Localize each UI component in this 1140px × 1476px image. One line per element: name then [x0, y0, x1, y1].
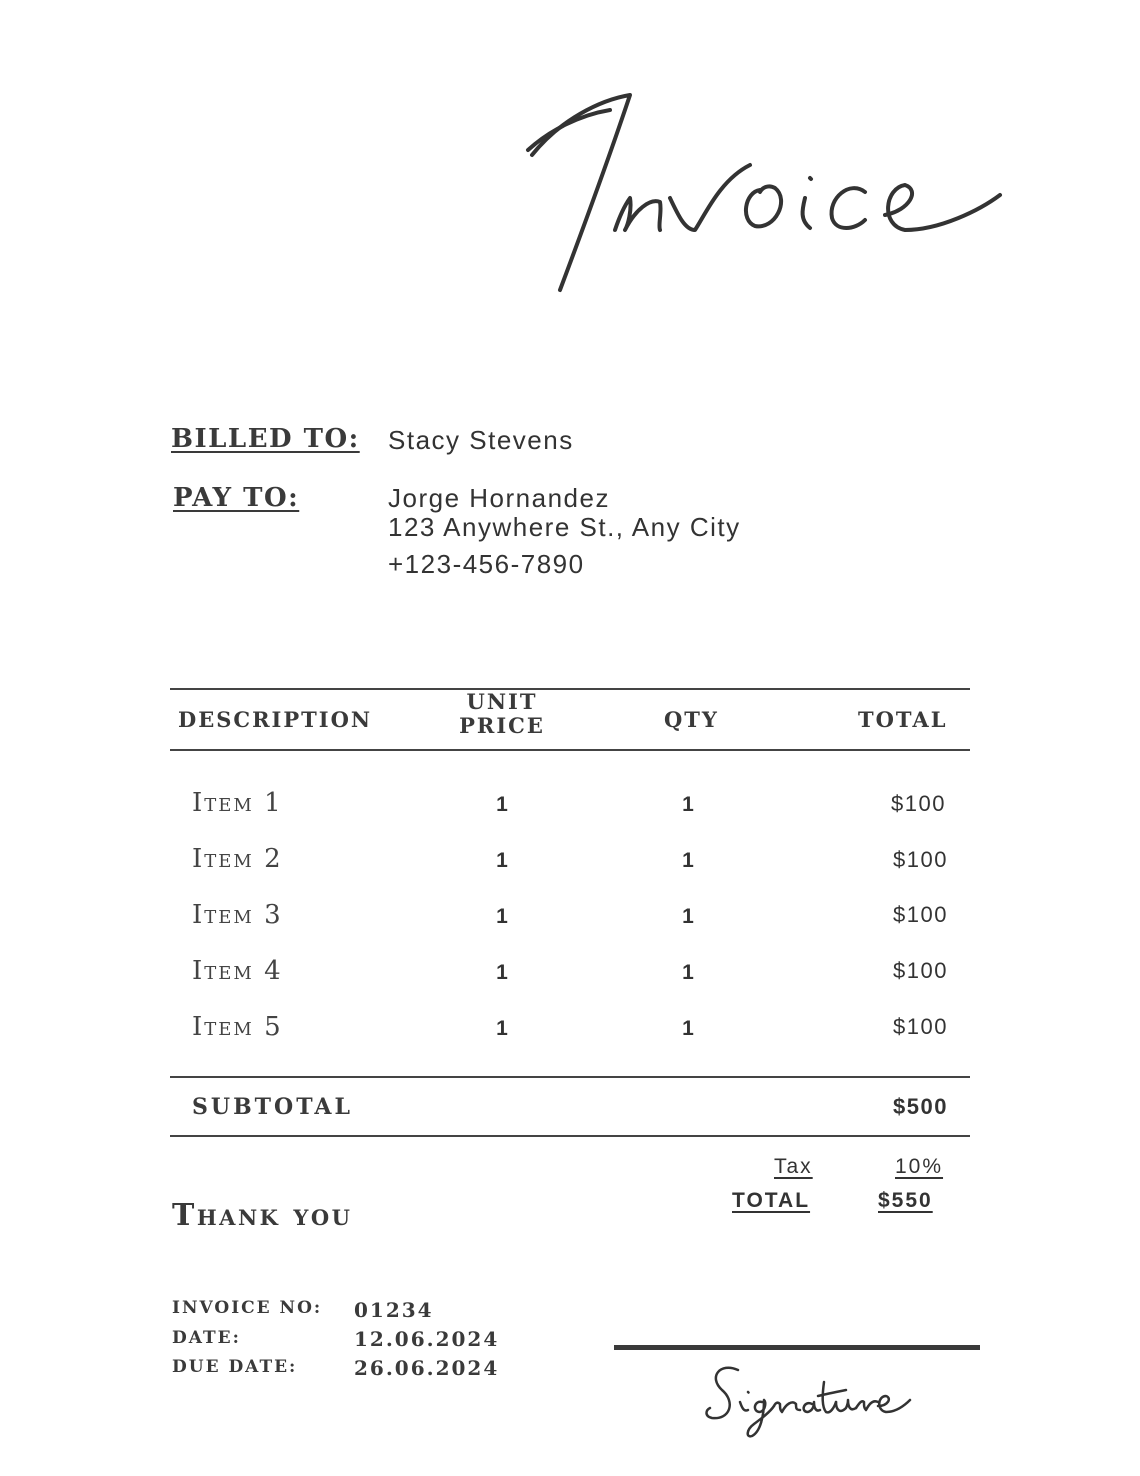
header-unit-price-line2: PRICE [459, 713, 545, 738]
date-value: 12.06.2024 [354, 1327, 500, 1351]
row-total: $100 [893, 847, 948, 872]
invoice-no-label: INVOICE NO: [172, 1298, 323, 1318]
pay-to-name: Jorge Hornandez [388, 483, 610, 513]
header-total: TOTAL [858, 707, 948, 732]
header-qty: QTY [664, 707, 719, 732]
header-description: DESCRIPTION [178, 707, 373, 732]
billed-to-name: Stacy Stevens [388, 425, 574, 455]
signature-script [700, 1352, 920, 1442]
row-qty: 1 [682, 905, 694, 928]
header-unit-price [440, 690, 564, 738]
grand-total-value: $550 [878, 1189, 933, 1212]
row-qty: 1 [682, 793, 694, 816]
row-unit-price: 1 [496, 961, 508, 984]
signature-line [614, 1345, 980, 1350]
subtotal-top-rule [170, 1076, 970, 1078]
row-description: Item 3 [192, 900, 283, 930]
grand-total-label: TOTAL [732, 1189, 811, 1212]
pay-to-label: PAY TO: [173, 483, 300, 513]
row-qty: 1 [682, 849, 694, 872]
due-date-value: 26.06.2024 [354, 1356, 500, 1380]
subtotal-value: $500 [893, 1094, 948, 1119]
row-total: $100 [893, 1014, 948, 1039]
pay-to-address: 123 Anywhere St., Any City [388, 512, 741, 542]
invoice-no-value: 01234 [354, 1298, 434, 1322]
row-unit-price: 1 [496, 1017, 508, 1040]
row-description: Item 2 [192, 844, 283, 874]
table-top-rule [170, 688, 970, 690]
subtotal-label: SUBTOTAL [192, 1094, 353, 1120]
row-total: $100 [891, 791, 946, 816]
row-description: Item 1 [192, 788, 283, 818]
row-total: $100 [893, 958, 948, 983]
billed-to-label: BILLED TO: [171, 424, 360, 454]
header-unit-price-line1: UNIT [466, 689, 538, 714]
row-description: Item 5 [192, 1012, 283, 1042]
pay-to-phone: +123-456-7890 [388, 549, 585, 579]
row-description: Item 4 [192, 956, 283, 986]
date-label: DATE: [172, 1328, 241, 1348]
tax-value: 10% [895, 1155, 944, 1178]
row-unit-price: 1 [496, 793, 508, 816]
row-total: $100 [893, 902, 948, 927]
invoice-title-script [520, 80, 1020, 310]
due-date-label: DUE DATE: [172, 1357, 298, 1377]
tax-label: Tax [774, 1155, 813, 1178]
thank-you-text: Thank you [172, 1198, 353, 1233]
row-unit-price: 1 [496, 905, 508, 928]
row-qty: 1 [682, 961, 694, 984]
table-header-rule [170, 749, 970, 751]
row-unit-price: 1 [496, 849, 508, 872]
row-qty: 1 [682, 1017, 694, 1040]
subtotal-bottom-rule [170, 1135, 970, 1137]
